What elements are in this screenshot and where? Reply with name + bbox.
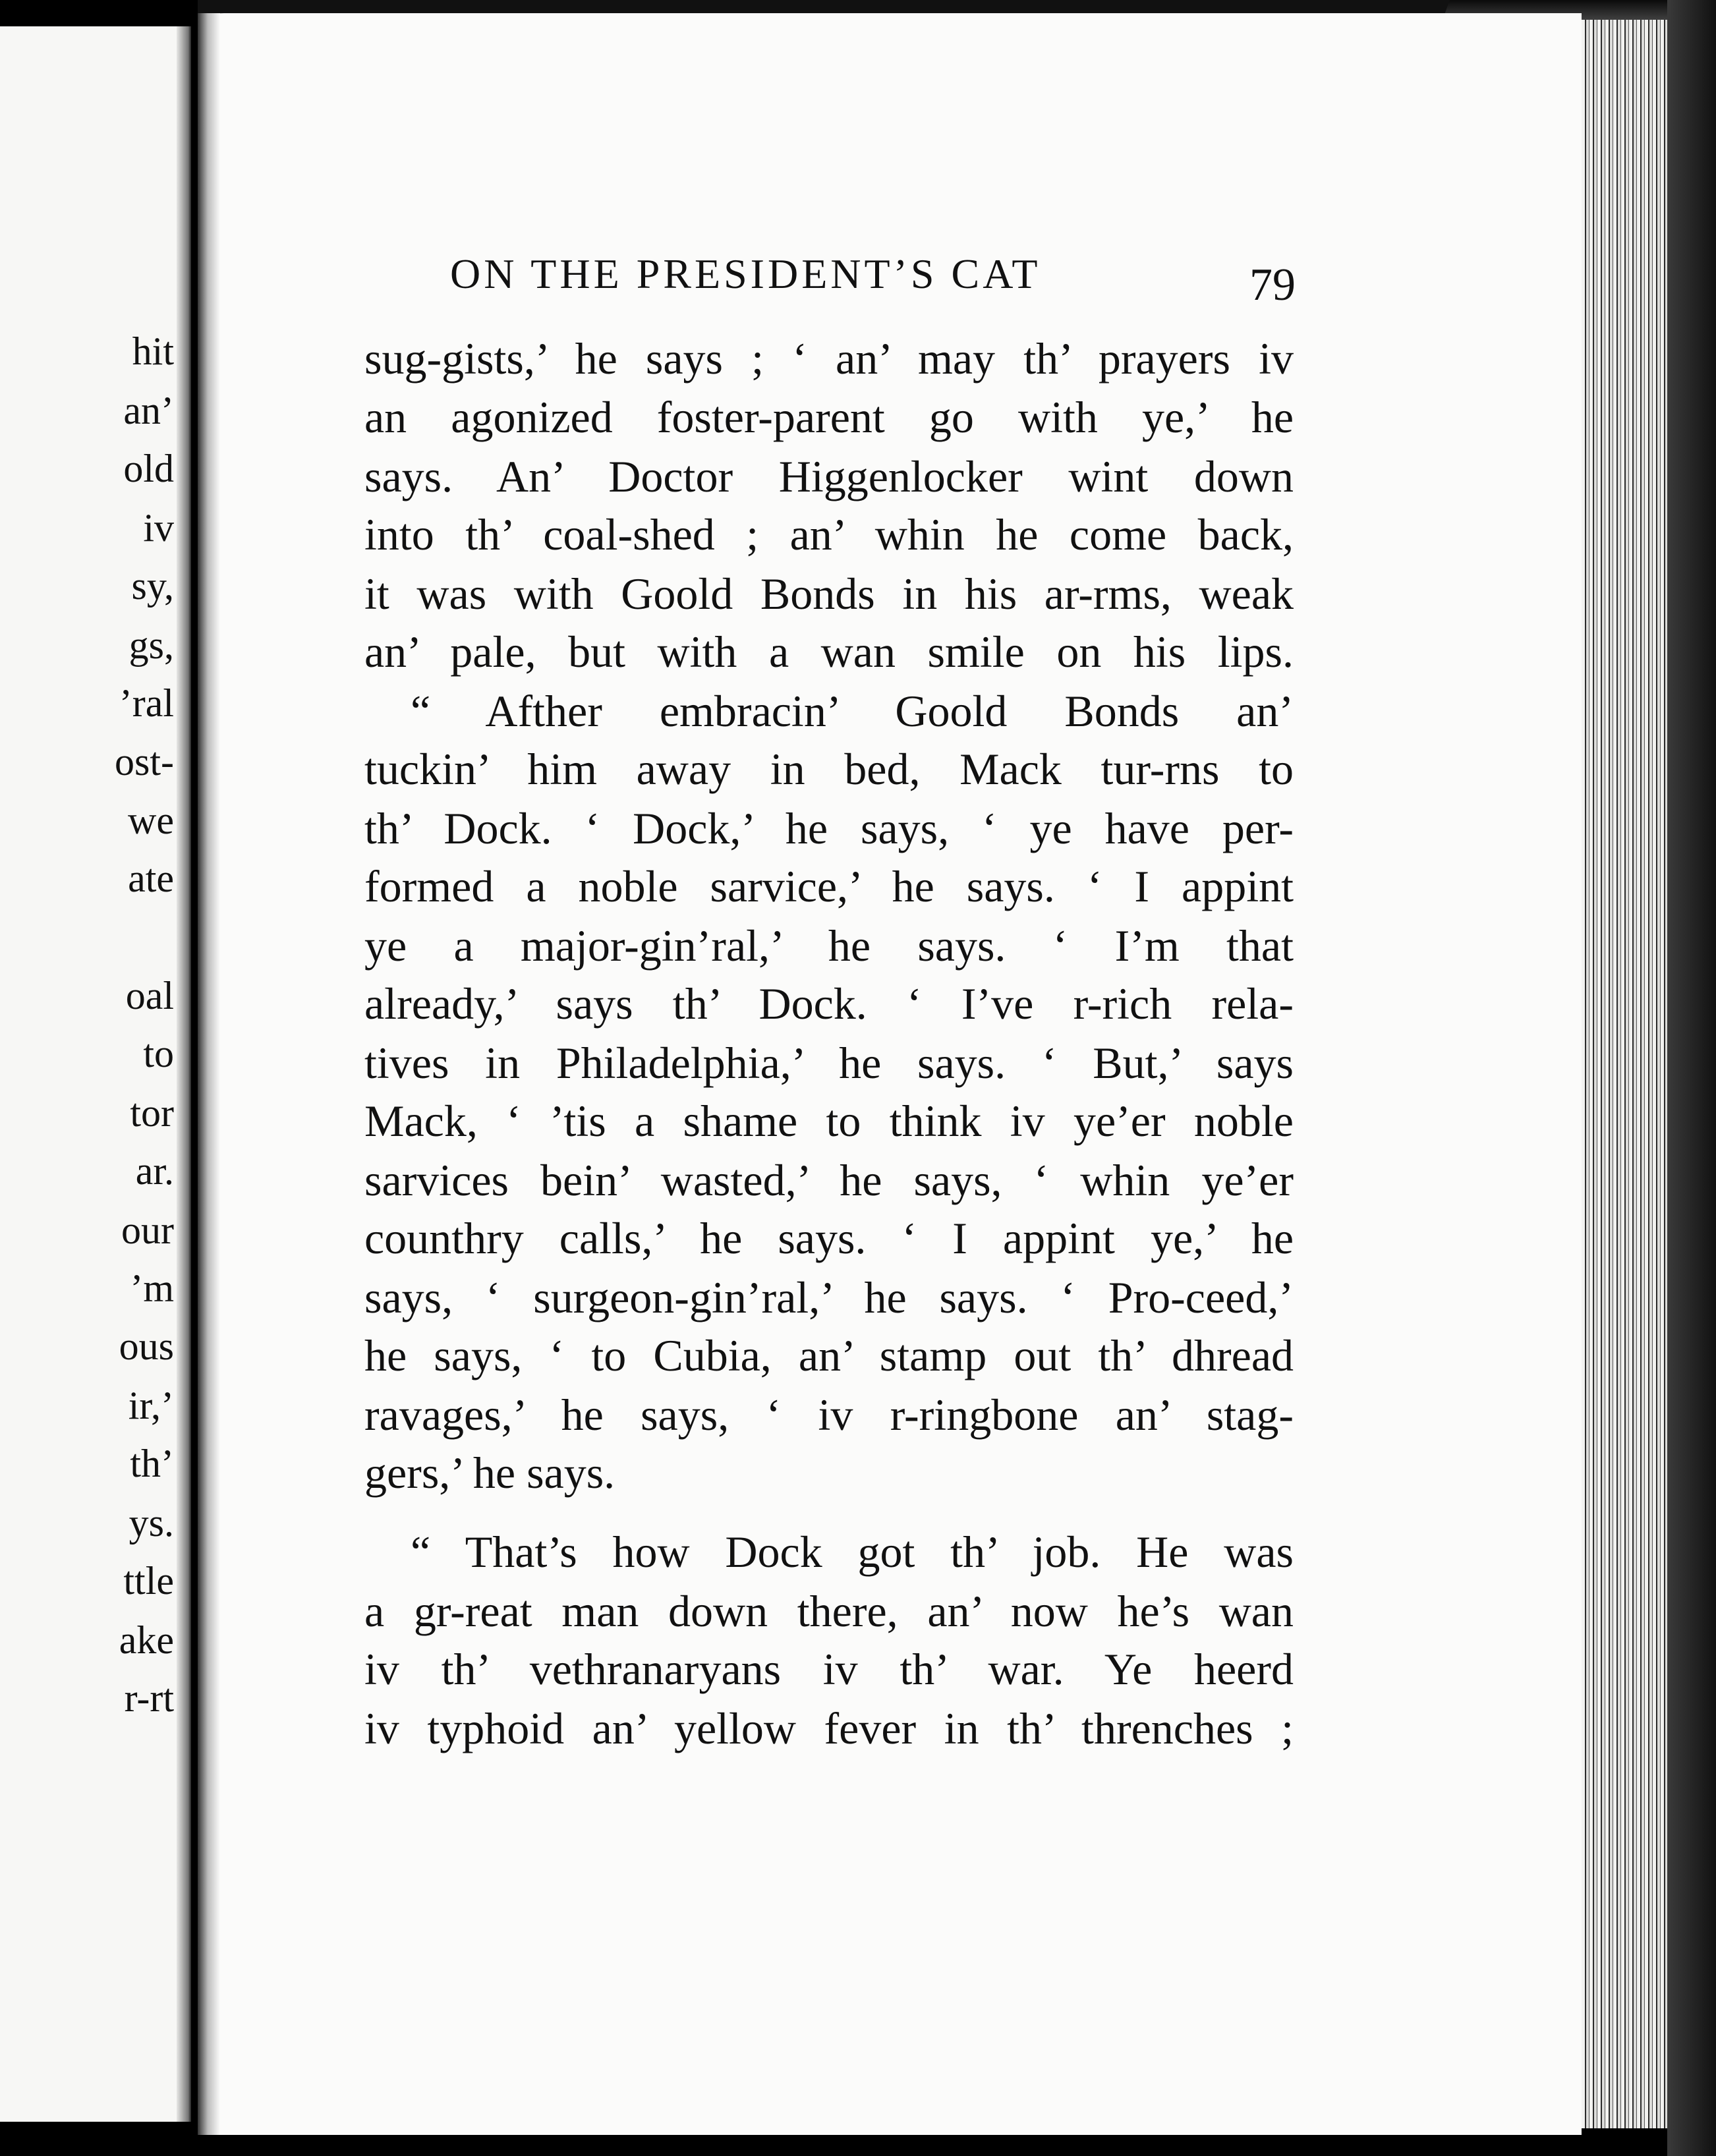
left-page-line: we <box>128 799 174 842</box>
left-page-line: ar. <box>135 1149 174 1193</box>
text-line: gers,’ he says. <box>364 1448 615 1498</box>
left-page-line: hit <box>132 329 174 373</box>
text-line: iv th’ vethranaryans iv th’ war. Ye heerd <box>364 1644 1294 1694</box>
left-page-line: ake <box>119 1618 174 1662</box>
left-page-line: r-rt <box>124 1676 174 1720</box>
text-line: an agonized foster-parent go with ye,’ he <box>364 392 1294 442</box>
left-page-line: ost- <box>115 740 174 783</box>
left-page-line: ’m <box>130 1266 174 1310</box>
text-line: tives in Philadelphia,’ he says. ‘ But,’ says <box>364 1038 1294 1088</box>
gutter-shadow-left <box>177 26 191 2122</box>
left-page-line: ’ral <box>119 681 174 725</box>
text-line: an’ pale, but with a wan smile on his lips. <box>364 627 1294 677</box>
text-line: counthry calls,’ he says. ‘ I appint ye,’ he <box>364 1213 1294 1263</box>
text-line: into th’ coal-shed ; an’ whin he come back, <box>364 509 1294 559</box>
text-line: says. An’ Doctor Higgenlocker wint down <box>364 451 1294 501</box>
left-page-line: tor <box>130 1091 174 1135</box>
left-page-line: ate <box>128 857 174 900</box>
left-page-line: old <box>123 447 174 490</box>
text-line: th’ Dock. ‘ Dock,’ he says, ‘ ye have per- <box>364 803 1294 853</box>
text-line: “ Afther embracin’ Goold Bonds an’ <box>411 686 1294 736</box>
text-line: it was with Goold Bonds in his ar-rms, weak <box>364 569 1294 619</box>
text-line: sug-gists,’ he says ; ‘ an’ may th’ prayers iv <box>364 333 1294 383</box>
text-line: he says, ‘ to Cubia, an’ stamp out th’ dhread <box>364 1330 1294 1380</box>
page-edges <box>1582 20 1667 2128</box>
gutter-shadow-right <box>198 13 220 2135</box>
text-line: says, ‘ surgeon-gin’ral,’ he says. ‘ Pro-ceed,’ <box>364 1272 1294 1322</box>
text-line: a gr-reat man down there, an’ now he’s wan <box>364 1586 1294 1636</box>
text-line: sarvices bein’ wasted,’ he says, ‘ whin ye’er <box>364 1155 1294 1205</box>
left-page-line: our <box>121 1208 174 1252</box>
left-page-line: to <box>143 1032 174 1075</box>
left-page-line: iv <box>143 506 174 550</box>
page-number: 79 <box>1249 260 1296 310</box>
text-line: already,’ says th’ Dock. ‘ I’ve r-rich rela- <box>364 979 1294 1029</box>
text-line: “ That’s how Dock got th’ job. He was <box>411 1527 1294 1577</box>
left-page-line: ttle <box>123 1559 174 1603</box>
left-page-line: ous <box>119 1324 174 1368</box>
left-page-line: th’ <box>130 1442 174 1485</box>
left-page-line: oal <box>125 974 174 1017</box>
running-head: ON THE PRESIDENT’S CAT <box>450 250 1041 297</box>
text-line: ye a major-gin’ral,’ he says. ‘ I’m that <box>364 921 1294 971</box>
book-cover-edge <box>1667 0 1716 2156</box>
text-line: ravages,’ he says, ‘ iv r-ringbone an’ stag- <box>364 1390 1294 1440</box>
left-page-line: ys. <box>129 1501 174 1545</box>
left-page <box>0 26 191 2122</box>
left-page-line: gs, <box>129 623 174 667</box>
left-page-line: ir,’ <box>128 1384 174 1427</box>
text-line: Mack, ‘ ’tis a shame to think iv ye’er noble <box>364 1096 1294 1146</box>
text-line: formed a noble sarvice,’ he says. ‘ I appint <box>364 861 1294 911</box>
text-line: tuckin’ him away in bed, Mack tur-rns to <box>364 744 1294 794</box>
text-line: iv typhoid an’ yellow fever in th’ threnches ; <box>364 1703 1294 1753</box>
left-page-line: sy, <box>131 564 174 608</box>
left-page-line: an’ <box>123 389 174 432</box>
